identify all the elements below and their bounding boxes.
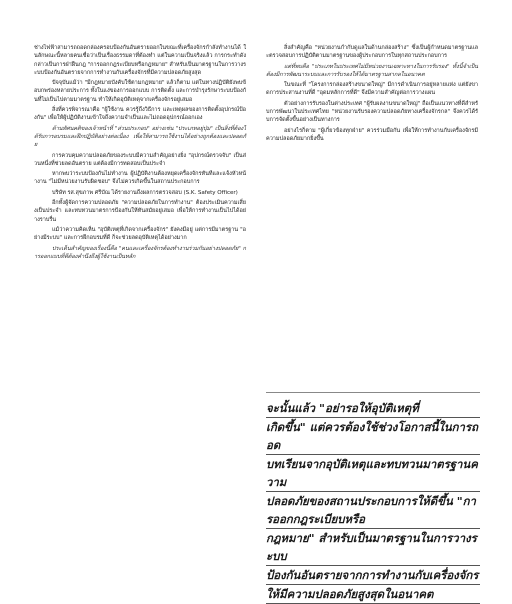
pull-quote-line: ปลอดภัยของสถานประกอบการให้ดีขึ้น "การออกกฎระเบียบหรือ — [266, 492, 480, 529]
pull-quote-line: จะนั้นแล้ว "อย่ารอให้อุบัติเหตุที่ — [266, 399, 480, 418]
paragraph: อีกทั้งผู้จัดการความปลอดภัย "ความปลอดภัยในการทำงาน" ต้องประเมินความเสี่ยงเป็นประจำ และทบทวนมาตรการป้องกันให้ทันสมัยอยู่เสมอ เพื่อให้การทำงานเป็นไปได้อย่างราบรื่น — [34, 200, 246, 223]
paragraph: ตัวอย่างการรับรองในต่างประเทศ "ผู้รับผลงานขนาดใหญ่" ถือเป็นแนวทางที่ดีสำหรับการพัฒนาในประเทศไทย "หน่วยงานรับรองความปลอดภัยทางเครื่องจักรกล" จึงควรได้รับการจัดตั้งขึ้นอย่างเป็นทางการ — [266, 100, 478, 124]
pull-quote-line: ป้องกันอันตรายจากการทำงานกับเครื่องจักร — [266, 566, 480, 585]
pull-quote-line: เกิดขึ้น" แต่ควรต้องใช้ช่วงโอกาสนี้ในการถอด — [266, 418, 480, 455]
paragraph: การควบคุมความปลอดภัยของระบบมีความสำคัญอย่างยิ่ง "อุปกรณ์ตรวจจับ" เป็นส่วนหนึ่งที่ช่วยลดอันตราย แต่ต้องมีการทดสอบเป็นประจำ — [34, 152, 246, 167]
paragraph: แม้ว่าความคิดเห็น "อุบัติเหตุที่เกิดจากเครื่องจักร" ยังคงมีอยู่ แต่การมีมาตรฐาน "อย่างมีระบบ" และการฝึกอบรมที่ดี ก็จะช่วยลดอุบัติเหตุได้อย่างมาก — [34, 226, 246, 242]
paragraph: ในขณะที่ "โครงการกล่องสร้างขนาดใหญ่" มีการดำเนินการอยู่หลายแห่ง แต่ยังขาดการประสานงานที่ดี "อุดมหลักการที่ดี" จึงมีความสำคัญต่อการวางแผน — [266, 82, 478, 97]
paragraph: ปัจจุบันแม้ว่า "มีกฎหมายบังคับใช้ตามกฎหมาย" แล้วก็ตาม แต่ในทางปฏิบัติยังพบข้อบกพร่องหลายประการ ทั้งในแง่ของการออกแบบ การติดตั้ง และการบำรุงรักษาระบบป้องกันที่ไม่เป็นไปตามมาตรฐาน ทำให้เกิดอุบัติเหตุจากเครื่องจักรอยู่เสมอ — [34, 80, 246, 103]
paragraph: บริษัท รส.สุขภาพ ศรีบัณ ได้รายงานถึงผลการตรวจสอบ (S.K. Safety Officer) — [52, 189, 238, 196]
pull-quote-line: กฎหมาย" สำหรับเป็นมาตรฐานในการวางระบบ — [266, 529, 480, 566]
pull-quote-line: ให้มีความปลอดภัยสูงสุดในอนาคต — [266, 585, 480, 604]
pull-quote — [266, 392, 480, 604]
paragraph: สิ่งที่ควรพิจารณาคือ "ผู้ใช้งาน ควรรู้ถึงวิธีการ และเหตุผลของการติดตั้งอุปกรณ์ป้องกัน" เพื่อให้ผู้ปฏิบัติงานเข้าใจถึงความจำเป็นและไม่ถอดอุปกรณ์ออกเอง — [34, 107, 246, 122]
left-column — [34, 44, 246, 263]
paragraph: สิ่งสำคัญคือ "หน่วยงานกำกับดูแลในด้านกล่องสร้าง" ซึ่งเป็นผู้กำหนดมาตรฐานและตรวจสอบการปฏิบัติตามมาตรฐานของผู้ประกอบการในทุกสถานประกอบการ — [266, 45, 478, 60]
paragraph: หากพบว่าระบบป้องกันไม่ทำงาน ผู้ปฏิบัติงานต้องหยุดเครื่องจักรทันทีและแจ้งหัวหน้างาน "ไม่มีหน่วยงานรับผิดชอบ" จึงไม่ควรเกิดขึ้นในสถานประกอบการ — [34, 171, 246, 186]
paragraph: แต่ที่พบคือ "ประเภทในประเทศไม่มีหน่วยงานเฉพาะทางในการรับรอง" ทั้งนี้จำเป็นต้องมีการพัฒนาระบบและการรับรองให้ได้มาตรฐานสากลในอนาคต — [266, 63, 478, 78]
paragraph: อย่างไรก็ตาม "ผู้เกี่ยวข้องทุกฝ่าย" ควรร่วมมือกัน เพื่อให้การทำงานกับเครื่องจักรมีความปลอดภัยมากยิ่งขึ้น — [266, 127, 478, 142]
pull-quote-line: บทเรียนจากอุบัติเหตุและทบทวนมาตรฐานความ — [266, 455, 480, 492]
paragraph: ด้านทัศนคติของเจ้าหน้าที่ "ส่วนประกอบ" อย่างเช่น "ประเภทอยู่ปุ่ม" เป็นสิ่งที่ต้องได้รับการอบรมและฝึกปฏิบัติอย่างต่อเนื่อง เพื่อให้สามารถใช้งานได้อย่างถูกต้องและปลอดภัย — [34, 125, 246, 149]
right-column — [266, 44, 478, 145]
paragraph: ประเด็นสำคัญของเรื่องนี้คือ "คนและเครื่องจักรต้องทำงานร่วมกันอย่างปลอดภัย" การออกแบบที่ดีต้องคำนึงถึงผู้ใช้งานเป็นหลัก — [34, 245, 246, 260]
paragraph: ช่างไฟฟ้าสามารถถอดกล่องครอบป้องกันอันตรายออกในขณะที่เครื่องจักรกำลังทำงานได้ ในลักษณะนี้หลายคนเชื่อว่าเป็นเรื่องธรรมดาที่ต้องทำ แต่ในความเป็นจริงแล้ว การกระทำดังกล่าวเป็นการฝ่าฝืนกฎ "การออกกฎระเบียบหรือกฎหมาย" สำหรับเป็นมาตรฐานในการวางระบบป้องกันอันตรายจากการทำงานกับเครื่องจักรที่มีความปลอดภัยสูงสุด — [34, 45, 246, 76]
